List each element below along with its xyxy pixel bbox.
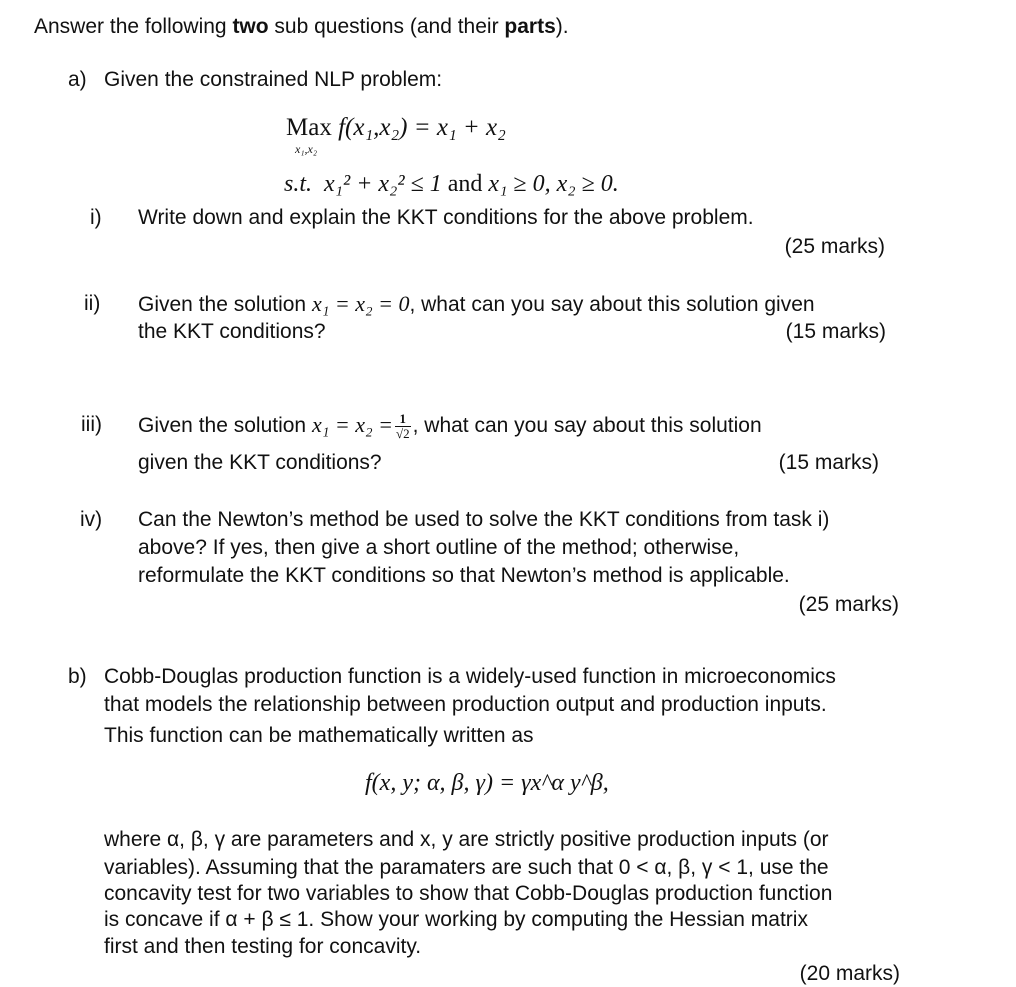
fraction-denominator: √2 (395, 426, 410, 441)
part-iii-math: x₁ = x₂ = (311, 412, 393, 438)
part-iv-line1: Can the Newton’s method be used to solve the KKT conditions from task i) (138, 508, 830, 531)
cobb-douglas-formula: f(x, y; α, β, γ) = γx^α y^β, (365, 770, 609, 796)
part-ii-marks: (15 marks) (785, 320, 886, 343)
part-iv-marks: (25 marks) (798, 593, 899, 616)
question-a-text: Given the constrained NLP problem: (104, 68, 443, 91)
part-ii-line1 (138, 291, 815, 318)
part-ii-label: ii) (84, 292, 101, 315)
part-iv-line3: reformulate the KKT conditions so that Newton’s method is applicable. (138, 564, 790, 587)
objective-variables: x₁,x₂ (295, 142, 317, 156)
constraint-line (284, 170, 619, 198)
part-iii-pre: Given the solution (138, 414, 312, 438)
part-iv-line2: above? If yes, then give a short outline of the method; otherwise, (138, 536, 740, 559)
part-i-marks: (25 marks) (784, 235, 885, 258)
part-i-label: i) (90, 206, 102, 229)
objective-rhs: = x₁ + x₂ (413, 114, 506, 141)
instructions-bold-parts: parts (504, 15, 556, 38)
objective-f: f (338, 114, 346, 141)
question-b-line3: This function can be mathematically written as (104, 724, 534, 747)
part-iii-line1 (138, 412, 762, 441)
question-b-marks: (20 marks) (799, 962, 900, 985)
part-i-text: Write down and explain the KKT conditions for the above problem. (138, 206, 754, 229)
constraint-st: s.t. (284, 171, 313, 197)
fraction-numerator: 1 (395, 412, 411, 427)
instructions-text-2: sub questions (and their (268, 15, 505, 38)
question-b-para2-line4: is concave if α + β ≤ 1. Show your working by computing the Hessian matrix (104, 908, 808, 931)
constraint-nonneg: x₁ ≥ 0, x₂ ≥ 0. (488, 171, 619, 197)
part-iii-label: iii) (81, 413, 102, 436)
constraint-and: and (447, 171, 483, 197)
objective-args: (x₁,x₂) (345, 114, 408, 141)
question-b-para2-line3: concavity test for two variables to show that Cobb-Douglas production function (104, 882, 833, 905)
question-b-line1: Cobb-Douglas production function is a widely-used function in microeconomics (104, 665, 836, 688)
part-ii-pre: Given the solution (138, 293, 312, 316)
part-ii-math: x₁ = x₂ = 0 (311, 291, 410, 316)
part-iv-label: iv) (80, 508, 103, 531)
part-ii-line2: the KKT conditions? (138, 320, 326, 343)
question-b-para2-line1: where α, β, γ are parameters and x, y are strictly positive production inputs (or (104, 828, 829, 851)
question-b-para2-line2: variables). Assuming that the paramaters are such that 0 < α, β, γ < 1, use the (104, 856, 829, 879)
question-b-line2: that models the relationship between production output and production inputs. (104, 693, 827, 716)
part-iii-fraction (395, 412, 411, 441)
instructions (34, 14, 569, 40)
question-b-para2-line5: first and then testing for concavity. (104, 935, 422, 958)
objective-function (286, 114, 506, 142)
part-iii-post: , what can you say about this solution (412, 414, 762, 438)
question-a-label: a) (68, 68, 87, 91)
question-b-label: b) (68, 665, 87, 688)
constraint-inequality: x₁² + x₂² ≤ 1 (324, 171, 442, 197)
objective-max: Max (286, 114, 332, 141)
instructions-bold-two: two (232, 15, 269, 38)
part-ii-post: , what can you say about this solution given (409, 293, 815, 316)
part-iii-marks: (15 marks) (778, 451, 879, 474)
instructions-text-1: Answer the following (34, 15, 233, 38)
part-iii-line2: given the KKT conditions? (138, 451, 382, 474)
instructions-text-3: ). (555, 15, 569, 38)
